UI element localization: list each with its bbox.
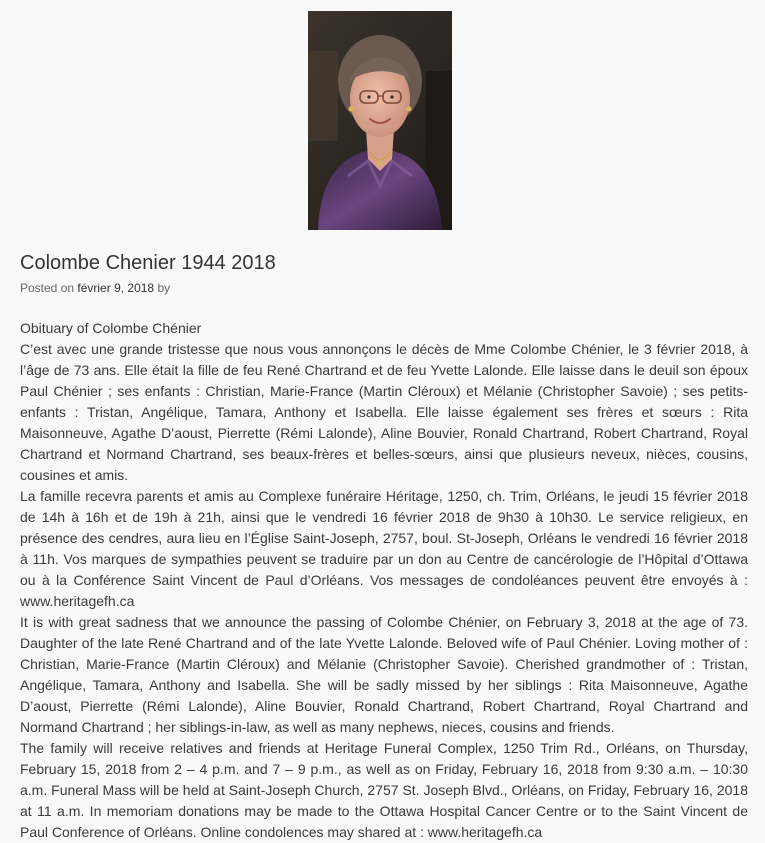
portrait-image (308, 11, 452, 230)
article-paragraph: It is with great sadness that we announce the passing of Colombe Chénier, on February 3, 2018 at the age of 73. Daughter of the late René Chartrand and of the late Yvette Lalonde. Beloved wife of Paul Chénier. Loving mother of : Christian, Marie-France (Martin Cléroux) and Mélanie (Christopher Savoie). Cherished grandmother of : Tristan, Angélique, Tamara, Anthony and Isabella. She will be sadly missed by her siblings : Rita Maisonneuve, Agathe D’aoust, Pierrette (Rémi Lalonde), Aline Bouvier, Ronald Chartrand, Robert Chartrand, Royal Chartrand and Normand Chartrand ; her siblings-in-law, as well as many nephews, nieces, cousins and friends. (20, 614, 748, 735)
portrait-photo (308, 11, 452, 230)
article-body (20, 318, 748, 843)
post-date-link[interactable]: février 9, 2018 (77, 281, 155, 295)
article-heading: Obituary of Colombe Chénier (20, 320, 202, 336)
article-paragraph: The family will receive relatives and friends at Heritage Funeral Complex, 1250 Trim Rd., Orléans, on Thursday, February 15, 2018 from 2 – 4 p.m. and 7 – 9 p.m., as well as on Friday, February 16, 2018 from 9:30 a.m. – 10:30 a.m. Funeral Mass will be held at Saint-Joseph Church, 2757 St. Joseph Blvd., Orléans, on Friday, February 16, 2018 at 11 a.m. In memoriam donations may be made to the Ottawa Hospital Cancer Centre or to the Saint Vincent de Paul Conference of Orléans. Online condolences may shared at : www.heritagefh.ca (20, 740, 748, 840)
post-meta (20, 281, 170, 295)
by-label: by (157, 281, 171, 295)
article-paragraph: La famille recevra parents et amis au Complexe funéraire Héritage, 1250, ch. Trim, Orléans, le jeudi 15 février 2018 de 14h à 16h et de 19h à 21h, ainsi que le vendredi 16 février 2018 de 9h30 à 10h30. Le service religieux, en présence des cendres, aura lieu en l’Église Saint-Joseph, 2757, boul. St-Joseph, Orléans le vendredi 16 février 2018 à 11h. Vos marques de sympathies peuvent se traduire par un don au Centre de cancérologie de l’Hôpital d’Ottawa ou à la Conférence Saint Vincent de Paul d’Orléans. Vos messages de condoléances peuvent être envoyés à : www.heritagefh.ca (20, 488, 748, 609)
posted-on-label: Posted on (20, 281, 75, 295)
article-paragraph: C’est avec une grande tristesse que nous vous annonçons le décès de Mme Colombe Chénier, le 3 février 2018, à l’âge de 73 ans. Elle était la fille de feu René Chartrand et de feu Yvette Lalonde. Elle laisse dans le deuil son époux Paul Chénier ; ses enfants : Christian, Marie-France (Martin Cléroux) et Mélanie (Christopher Savoie) ; ses petits-enfants : Tristan, Angélique, Tamara, Anthony et Isabella. Elle laisse également ses frères et sœurs : Rita Maisonneuve, Agathe D’aoust, Pierrette (Rémi Lalonde), Aline Bouvier, Ronald Chartrand, Robert Chartrand, Royal Chartrand et Normand Chartrand, ses beaux-frères et belles-sœurs, ainsi que plusieurs neveux, nièces, cousins, cousines et amis. (20, 341, 748, 483)
post-title: Colombe Chenier 1944 2018 (20, 252, 276, 274)
